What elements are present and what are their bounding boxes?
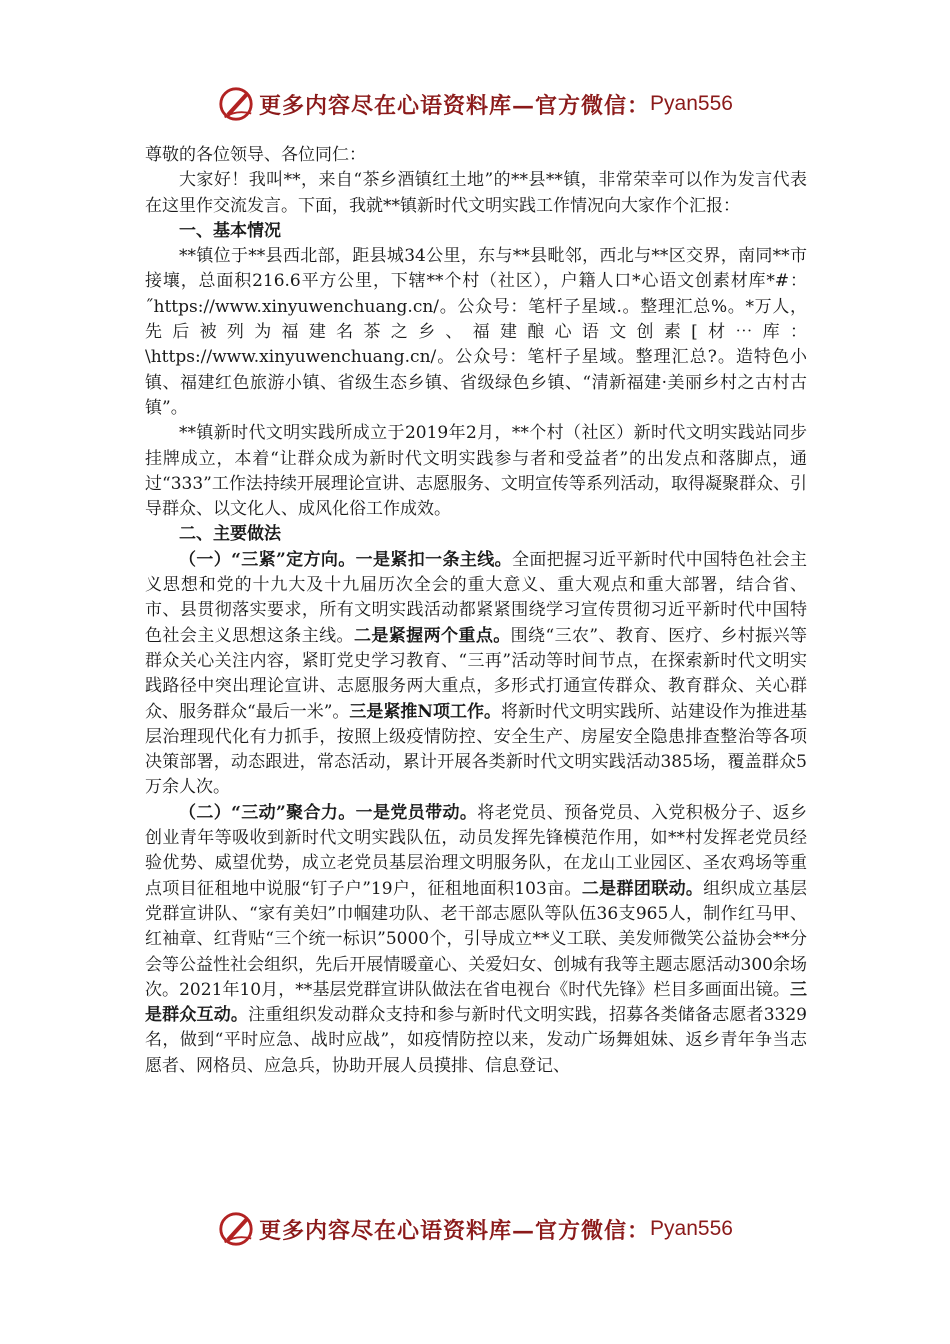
basic-info-paragraph: **镇位于**县西北部，距县城34公里，东与**县毗邻，西北与**区交界，南同**市接壤，总面积216.6平方公里，下辖**个村（社区），户籍人口*心语文创素材库*#：˝https://www.xinyuwenchuang.cn/。公众号：笔杆子星域.。整理汇总%。*万人，先后被列为福建名茶之乡、福建酿心语文创素[材⋯库：\https://www.xinyuwenchuang.cn/。公众号：笔杆子星域。整理汇总?。造特色小镇、福建红色旅游小镇、省级生态乡镇、省级绿色乡镇、“清新福建·美丽乡村之古村古镇”。: [145, 246, 807, 418]
station-paragraph: **镇新时代文明实践所成立于2019年2月，**个村（社区）新时代文明实践站同步挂牌成立，本着“让群众成为新时代文明实践参与者和受益者”的出发点和落脚点，通过“333”工作法持续开展理论宣讲、志愿服务、文明宣传等系列活动，取得凝聚群众、引导群众、以文化人、成风化俗工作成效。: [145, 423, 808, 520]
three-move-paragraph: [145, 801, 807, 1079]
three-move-text-a: 将老党员、预备党员、入党积极分子、返乡创业青年等吸收到新时代文明实践队伍，动员发挥先锋模范作用，如**村发挥老党员经验优势、威望优势，成立老党员基层治理文明服务队，在龙山工业园区、圣农鸡场等重点项目征租地中说服“钉子户”19户，征租地面积103亩。: [145, 802, 807, 899]
banner-text: 更多内容尽在心语资料库—官方微信：: [259, 92, 651, 119]
three-tight-text-c: 将新时代文明实践所、站建设作为推进基层治理现代化有力抓手，按照上级疫情防控、安全生产、房屋安全隐患排查整治等各项决策部署，动态跟进，常态活动，累计开展各类新时代文明实践活动385场，覆盖群众5万余人次。: [145, 701, 807, 798]
intro-paragraph: 大家好！我叫**，来自“茶乡酒镇红土地”的**县**镇，非常荣幸可以作为发言代表在这里作交流发言。下面，我就**镇新时代文明实践工作情况向大家作个汇报：: [145, 170, 807, 216]
mass-interact-lead: 三是群众互动。: [145, 979, 807, 1026]
n-tasks-lead: 三是紧推N项工作。: [349, 701, 501, 722]
banner-wechat-id: Pyan556: [650, 92, 733, 115]
three-move-text-c: 注重组织发动群众支持和参与新时代文明实践，招募各类储备志愿者3329名，做到“平时应急、战时应战”，如疫情防控以来，发动广场舞姐妹、返乡青年争当志愿者、网格员、应急兵，协助开展人员摸排、信息登记、: [145, 1005, 807, 1076]
three-tight-text-b: 围绕“三农”、教育、医疗、乡村振兴等群众关心关注内容，紧盯党史学习教育、“三再”活动等时间节点，在探索新时代文明实践路径中突出理论宣讲、志愿服务两大重点，多形式打通宣传群众、教育群众、关心群众、服务群众“最后一米”。: [145, 625, 808, 722]
salutation: 尊敬的各位领导、各位同仁：: [145, 145, 366, 165]
banner-wechat-id: Pyan556: [650, 1217, 733, 1240]
three-move-text-b: 组织成立基层党群宣讲队、“家有美妇”巾帼建功队、老干部志愿队等队伍36支965人，制作红马甲、红袖章、红背贴“三个统一标识”5000个，引导成立**义工联、美发师微笑公益协会**分会等公益性社会组织，先后开展情暖童心、关爱妇女、创城有我等主题志愿活动300余场次。2021年10月，**基层党群宣讲队做法在省电视台《时代先锋》栏目多画面出镜。: [145, 878, 808, 1000]
three-move-lead: （二）“三动”聚合力。一是党员带动。: [179, 802, 478, 823]
three-tight-text-a: 全面把握习近平新时代中国特色社会主义思想和党的十九大及十九届历次全会的重大意义、重大观点和重大部署，结合省、市、县贯彻落实要求，所有文明实践活动都紧紧围绕学习宣传贯彻习近平新时代中国特色社会主义思想这条主线。: [145, 549, 808, 646]
pen-logo-icon: [217, 85, 255, 123]
header-banner: [0, 84, 950, 124]
footer-banner: [0, 1209, 950, 1249]
section-heading-1: 一、基本情况: [179, 220, 281, 241]
banner-text: 更多内容尽在心语资料库—官方微信：: [259, 1217, 651, 1244]
three-tight-lead: （一）“三紧”定方向。一是紧扣一条主线。: [179, 549, 513, 570]
document-body: [145, 143, 807, 1079]
pen-logo-icon: [217, 1210, 255, 1248]
section-heading-2: 二、主要做法: [179, 524, 281, 545]
group-link-lead: 二是群团联动。: [581, 878, 704, 899]
two-focus-lead: 二是紧握两个重点。: [353, 625, 511, 646]
three-tight-paragraph: [145, 548, 807, 801]
